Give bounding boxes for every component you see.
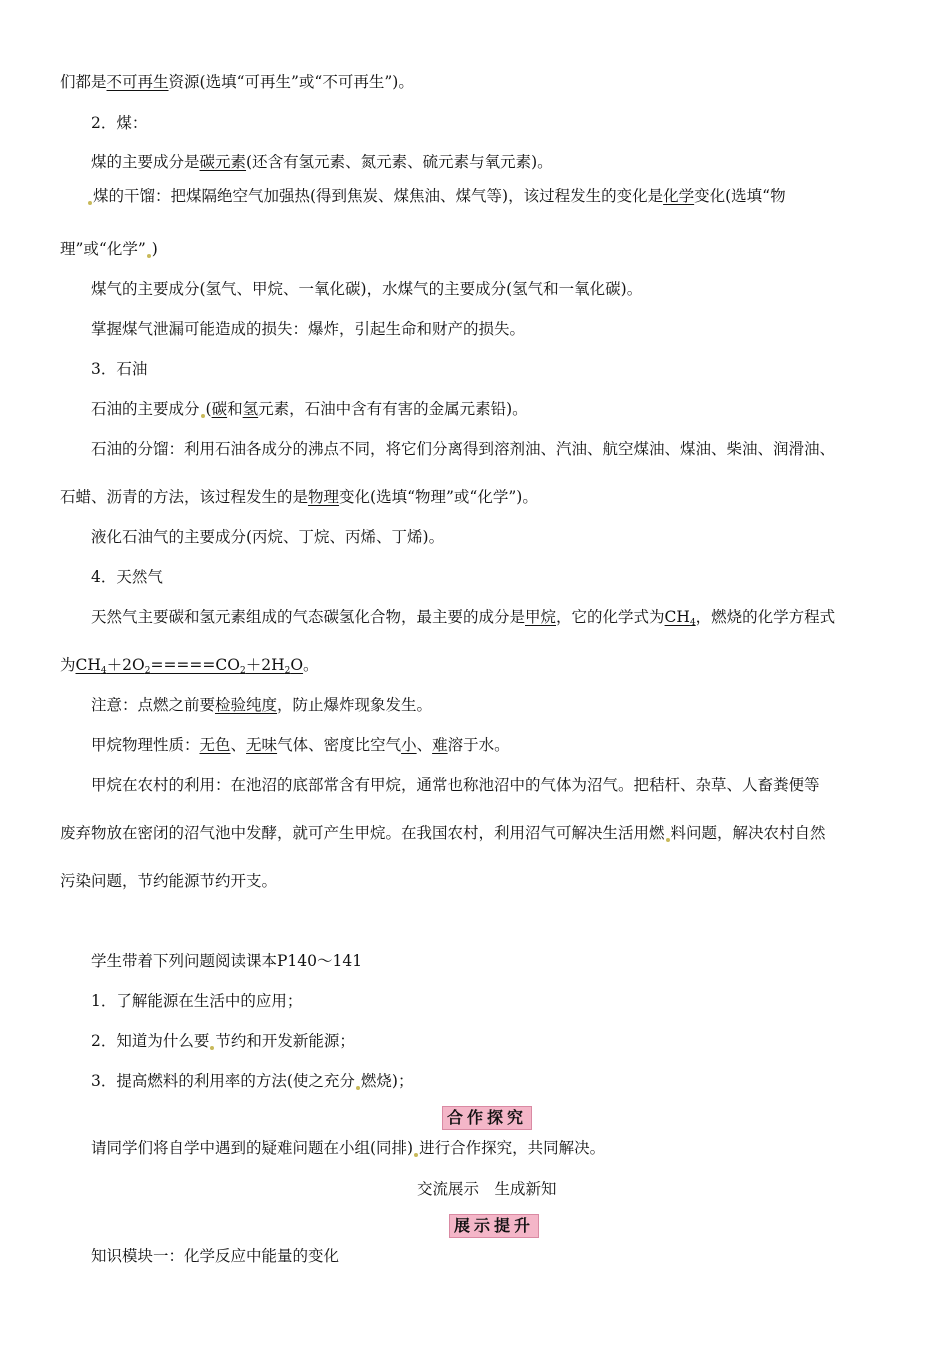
text-line-equation — [60, 655, 319, 681]
mark-dot — [356, 1086, 360, 1090]
text: 石油的主要成分 — [91, 400, 200, 418]
text: ，防止爆炸现象发生。 — [277, 696, 433, 714]
text: 变化(选填“物 — [694, 187, 786, 205]
text: 溶于水。 — [447, 736, 510, 754]
text: 天然气主要碳和氢元素组成的气态碳氢化合物，最主要的成分是 — [91, 608, 526, 626]
text-line-oil-composition — [91, 399, 528, 419]
mark-dot — [201, 414, 205, 418]
subscript: 2 — [239, 666, 246, 676]
text: CH — [75, 656, 101, 674]
subscript: 2 — [144, 666, 151, 676]
text-line-coal-gas-leak: 掌握煤气泄漏可能造成的损失：爆炸，引起生命和财产的损失。 — [91, 320, 526, 338]
subscript: 4 — [689, 618, 696, 628]
answer-blank: 化学 — [663, 187, 695, 205]
text-line-methane-physical — [91, 735, 510, 755]
question-item-3 — [91, 1071, 413, 1091]
text-line-coal-gas: 煤气的主要成分(氢气、甲烷、一氧化碳)，水煤气的主要成分(氢气和一氧化碳)。 — [91, 280, 643, 298]
text-line-oil-fractional-cont — [60, 487, 538, 507]
text: 石蜡、沥青的方法，该过程发生的是 — [60, 488, 309, 506]
text-line-oil-fractional: 石油的分馏：利用石油各成分的沸点不同，将它们分离得到溶剂油、汽油、航空煤油、煤油、柴油、润滑油、 — [91, 440, 836, 458]
answer-blank: 检验纯度 — [215, 696, 278, 714]
text: 节约和开发新能源； — [215, 1032, 355, 1050]
answer-blank: 不可再生 — [106, 73, 169, 91]
text: 料问题，解决农村自然 — [670, 824, 826, 842]
answer-blank: 氢 — [242, 400, 259, 418]
text: 煤的主要成分是 — [91, 153, 200, 171]
text: ＋2H — [245, 656, 285, 674]
mark-dot — [666, 838, 670, 842]
answer-blank: 难 — [432, 736, 448, 754]
text: 注意：点燃之前要 — [91, 696, 216, 714]
text: 。 — [303, 656, 319, 674]
text-line-coal-distillation — [87, 186, 786, 206]
text-line-coal-composition — [91, 152, 553, 172]
text: 甲烷物理性质： — [91, 736, 200, 754]
mark-dot — [88, 201, 92, 205]
answer-blank: 甲烷 — [525, 608, 557, 626]
text: 们都是 — [60, 73, 107, 91]
answer-blank: 无色 — [199, 736, 231, 754]
text-line-note — [91, 695, 432, 715]
answer-blank: 小 — [401, 736, 417, 754]
text: 为 — [60, 656, 76, 674]
text-line-rural-1: 甲烷在农村的利用：在池沼的底部常含有甲烷，通常也称池沼中的气体为沼气。把秸杆、杂草、人畜粪便等 — [91, 776, 820, 794]
text: 资源(选填“可再生”或“不可再生”)。 — [168, 73, 414, 91]
text: 理”或“化学” — [60, 240, 146, 258]
text-line-coal-distillation-cont — [60, 239, 158, 259]
text: 3．提高燃料的利用率的方法(使之充分 — [91, 1072, 355, 1090]
text: 请同学们将自学中遇到的疑难问题在小组(同排) — [91, 1139, 414, 1157]
text: ) — [151, 240, 158, 258]
text-line-resources — [60, 72, 414, 92]
text-line-reading-intro: 学生带着下列问题阅读课本P140～141 — [91, 952, 363, 970]
section-heading-oil: 3．石油 — [91, 360, 148, 378]
mark-dot — [414, 1153, 418, 1157]
answer-equation — [76, 656, 304, 674]
text-line-natural-gas — [91, 607, 835, 633]
subscript: 4 — [100, 666, 107, 676]
answer-blank: 碳 — [211, 400, 228, 418]
text: 变化(选填“物理”或“化学”)。 — [339, 488, 538, 506]
text: 2．知道为什么要 — [91, 1032, 210, 1050]
answer-blank: 物理 — [308, 488, 340, 506]
text: 气体、密度比空气 — [277, 736, 402, 754]
mark-dot — [210, 1046, 214, 1050]
answer-blank: 无味 — [246, 736, 278, 754]
text: 煤的干馏：把煤隔绝空气加强热(得到焦炭、煤焦油、煤气等)，该过程发生的变化是 — [93, 187, 664, 205]
question-item-2 — [91, 1031, 355, 1051]
text: 和 — [227, 400, 243, 418]
text: 、 — [230, 736, 247, 754]
text: ＋2O — [106, 656, 145, 674]
text: ，它的化学式为 — [556, 608, 665, 626]
section-badge-show: 展示提升 — [449, 1214, 539, 1238]
text-line-rural-3: 污染问题，节约能源节约开支。 — [60, 872, 278, 890]
section-badge-cooperation: 合作探究 — [442, 1106, 532, 1130]
text-line-lpg: 液化石油气的主要成分(丙烷、丁烷、丙烯、丁烯)。 — [91, 528, 445, 546]
answer-blank: 碳元素 — [199, 153, 247, 171]
text: (还含有氢元素、氮元素、硫元素与氧元素)。 — [246, 153, 553, 171]
question-item-1: 1．了解能源在生活中的应用； — [91, 992, 303, 1010]
section-title-exchange: 交流展示 生成新知 — [417, 1180, 557, 1198]
text: 、 — [416, 736, 433, 754]
text: 废弃物放在密闭的沼气池中发酵，就可产生甲烷。在我国农村，利用沼气可解决生活用燃 — [60, 824, 665, 842]
section-heading-natural-gas: 4．天然气 — [91, 568, 163, 586]
text: 进行合作探究，共同解决。 — [419, 1139, 606, 1157]
text-line-cooperation — [91, 1138, 605, 1158]
text: ( — [205, 400, 212, 418]
answer-formula — [665, 608, 696, 626]
text-line-module-1: 知识模块一：化学反应中能量的变化 — [91, 1247, 340, 1265]
subscript: 2 — [284, 666, 291, 676]
text: CH — [664, 608, 690, 626]
text: ，燃烧的化学方程式 — [695, 608, 836, 626]
text: =====CO — [150, 656, 240, 674]
text: 元素，石油中含有有害的金属元素铅)。 — [258, 400, 528, 418]
text-line-rural-2 — [60, 823, 826, 843]
text: 燃烧)； — [360, 1072, 414, 1090]
section-heading-coal: 2．煤： — [91, 114, 148, 132]
mark-dot — [147, 254, 151, 258]
text: O — [290, 656, 304, 674]
